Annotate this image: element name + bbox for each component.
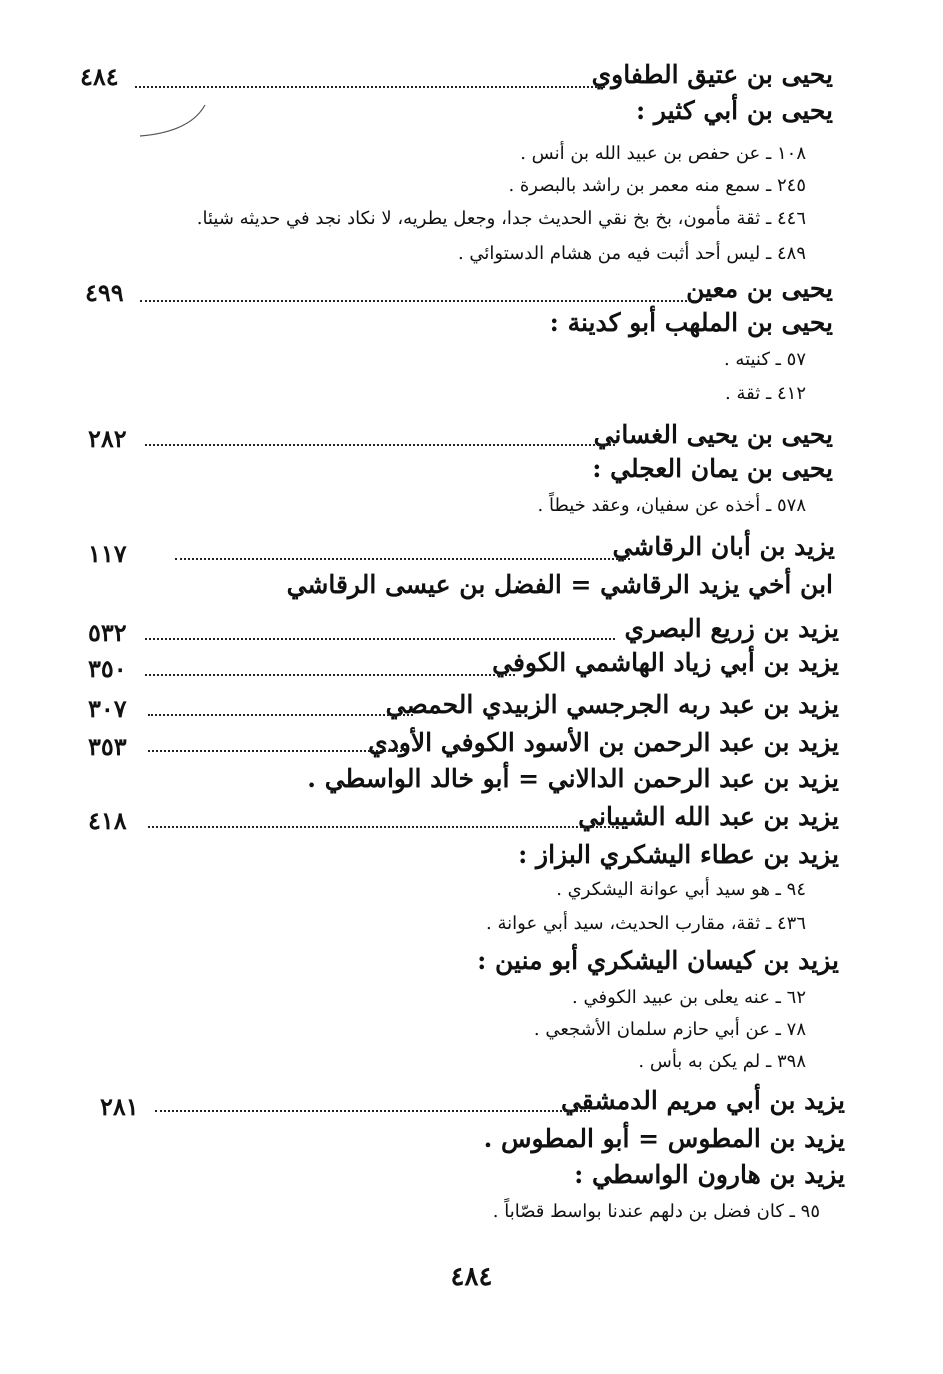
- dot-leader: [148, 750, 406, 752]
- dot-leader: [148, 826, 618, 828]
- page-reference: ٤١٨: [88, 806, 127, 835]
- dot-leader: [135, 86, 605, 88]
- entry-name: يزيد بن عبد الرحمن بن الأسود الكوفي الأودي: [368, 728, 839, 757]
- entry-note: ٤١٢ ـ ثقة .: [725, 383, 806, 404]
- page-reference: ٣٥٠: [88, 654, 127, 683]
- entry-note: ٣٩٨ ـ لم يكن به بأس .: [638, 1051, 806, 1072]
- entry-note: ٥٧٨ ـ أخذه عن سفيان، وعقد خيطاً .: [537, 495, 806, 516]
- page-reference: ٣٠٧: [88, 694, 127, 723]
- dot-leader: [145, 674, 515, 676]
- entry-note: ٩٥ ـ كان فضل بن دلهم عندنا بواسط قصّاباً .: [492, 1201, 820, 1222]
- page-reference: ٢٨١: [100, 1092, 139, 1121]
- entry-name: يزيد بن كيسان اليشكري أبو منين :: [477, 946, 839, 975]
- page-reference: ٤٩٩: [85, 278, 124, 307]
- entry-name: يزيد بن زريع البصري: [624, 614, 839, 643]
- entry-name: يزيد بن أبان الرقاشي: [612, 532, 835, 561]
- entry-note: ٢٤٥ ـ سمع منه معمر بن راشد بالبصرة .: [508, 175, 806, 196]
- entry-name: يحيى بن معين: [686, 274, 833, 303]
- entry-name: يزيد بن عبد الرحمن الدالاني = أبو خالد الواسطي .: [307, 764, 839, 793]
- entry-note: ٩٤ ـ هو سيد أبي عوانة اليشكري .: [556, 879, 806, 900]
- entry-name: يزيد بن عبد الله الشيباني: [578, 802, 839, 831]
- entry-name: يزيد بن عبد ربه الجرجسي الزبيدي الحمصي: [385, 690, 839, 719]
- entry-note: ١٠٨ ـ عن حفص بن عبيد الله بن أنس .: [520, 143, 806, 164]
- page-reference: ٢٨٢: [88, 424, 127, 453]
- page-number-footer: ٤٨٤: [450, 1262, 493, 1292]
- page-reference: ٥٣٢: [88, 618, 127, 647]
- entry-note: ٤٨٩ ـ ليس أحد أثبت فيه من هشام الدستوائي .: [457, 243, 806, 264]
- entry-name: يحيى بن يحيى الغساني: [593, 420, 833, 449]
- entry-name: يحيى بن الملهب أبو كدينة :: [549, 308, 833, 337]
- page-reference: ١١٧: [88, 539, 127, 568]
- entry-name: ابن أخي يزيد الرقاشي = الفضل بن عيسى الرقاشي: [286, 570, 833, 599]
- entry-name: يحيى بن أبي كثير :: [635, 96, 833, 125]
- entry-name: يزيد بن هارون الواسطي :: [574, 1160, 845, 1189]
- entry-name: يحيى بن عتيق الطفاوي: [591, 60, 833, 89]
- entry-name: يزيد بن أبي مريم الدمشقي: [560, 1086, 845, 1115]
- entry-note: ٧٨ ـ عن أبي حازم سلمان الأشجعي .: [533, 1019, 806, 1040]
- entry-name: يحيى بن يمان العجلي :: [592, 454, 833, 483]
- page-reference: ٣٥٣: [88, 732, 127, 761]
- dot-leader: [148, 714, 413, 716]
- dot-leader: [175, 558, 630, 560]
- entry-note: ٥٧ ـ كنيته .: [723, 349, 806, 370]
- entry-note: ٤٣٦ ـ ثقة، مقارب الحديث، سيد أبي عوانة .: [486, 913, 806, 934]
- dot-leader: [140, 300, 695, 302]
- entry-name: يزيد بن المطوس = أبو المطوس .: [483, 1124, 845, 1153]
- dot-leader: [145, 444, 615, 446]
- entry-name: يزيد بن عطاء اليشكري البزاز :: [518, 840, 839, 869]
- entry-note: ٤٤٦ ـ ثقة مأمون، بخ بخ نقي الحديث جدا، وجعل يطريه، لا نكاد نجد في حديثه شيئا.: [196, 208, 806, 229]
- dot-leader: [155, 1110, 590, 1112]
- page-reference: ٤٨٤: [80, 62, 119, 91]
- entry-name: يزيد بن أبي زياد الهاشمي الكوفي: [492, 648, 839, 677]
- pencil-mark: [130, 100, 220, 150]
- dot-leader: [145, 638, 615, 640]
- entry-note: ٦٢ ـ عنه يعلى بن عبيد الكوفي .: [572, 987, 806, 1008]
